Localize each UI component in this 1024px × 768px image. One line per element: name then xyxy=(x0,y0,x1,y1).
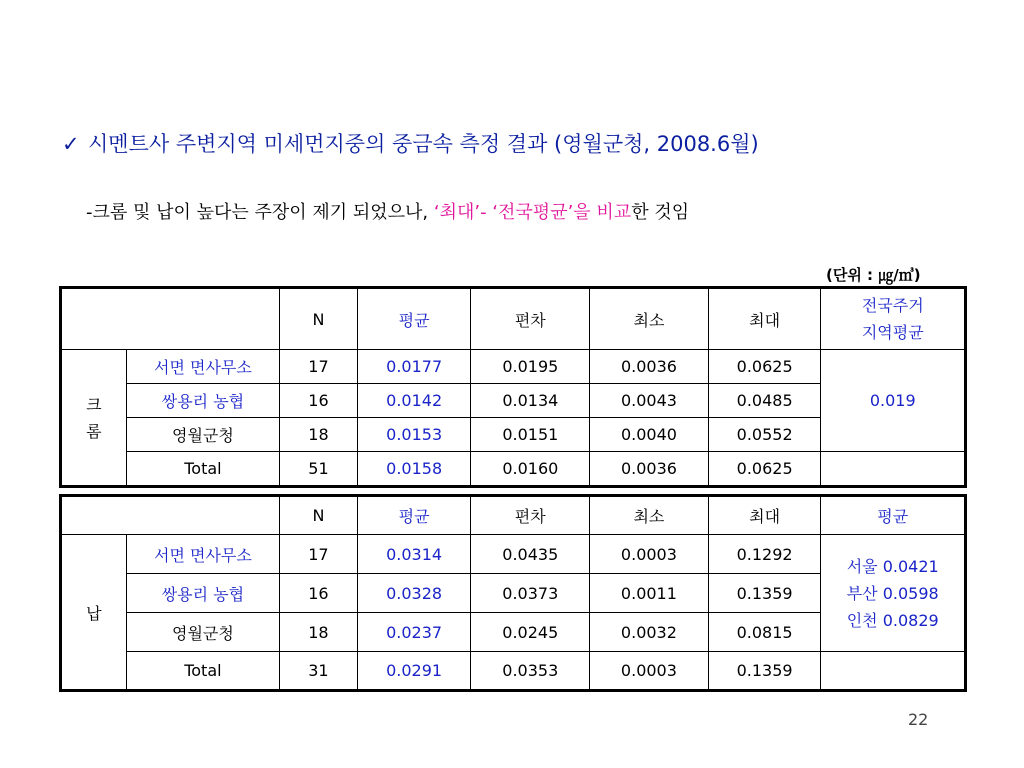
header-max: 최대 xyxy=(708,288,821,350)
mean-cell: 0.0328 xyxy=(357,574,471,613)
mean-cell: 0.0142 xyxy=(357,384,471,418)
slide-title xyxy=(62,128,759,158)
slide-title-text: 시멘트사 주변지역 미세먼지중의 중금속 측정 결과 (영월군청, 2008.6월) xyxy=(88,132,759,156)
group-label-line1: 크 xyxy=(86,394,102,414)
n-cell: 31 xyxy=(280,652,358,691)
unit-label: (단위 : ㎍/㎥) xyxy=(826,266,921,284)
header-ref-line1: 전국주거 xyxy=(861,296,924,315)
header-n: N xyxy=(280,288,358,350)
city-average-busan: 부산 0.0598 xyxy=(846,583,939,603)
header-city-average: 평균 xyxy=(821,496,966,535)
table-row-total xyxy=(61,652,966,691)
table-header-row xyxy=(61,288,966,350)
national-average-value: 0.019 xyxy=(821,350,966,452)
min-cell: 0.0036 xyxy=(590,452,709,487)
city-average-seoul: 서울 0.0421 xyxy=(846,556,939,576)
site-cell: 영월군청 xyxy=(126,418,279,452)
table-row xyxy=(61,535,966,574)
checkmark-icon: ✓ xyxy=(62,132,80,156)
sd-cell: 0.0151 xyxy=(471,418,590,452)
group-label-chromium xyxy=(61,350,127,487)
max-cell: 0.0485 xyxy=(708,384,821,418)
sd-cell: 0.0245 xyxy=(471,613,590,652)
max-cell: 0.1292 xyxy=(708,535,821,574)
group-label-line2: 롬 xyxy=(86,421,102,441)
min-cell: 0.0032 xyxy=(590,613,709,652)
mean-cell: 0.0237 xyxy=(357,613,471,652)
sd-cell: 0.0134 xyxy=(471,384,590,418)
site-cell: 쌍용리 농협 xyxy=(126,574,279,613)
n-cell: 16 xyxy=(280,384,358,418)
subtitle xyxy=(86,198,689,224)
min-cell: 0.0040 xyxy=(590,418,709,452)
sd-cell: 0.0195 xyxy=(471,350,590,384)
header-mean: 평균 xyxy=(357,496,471,535)
site-cell: Total xyxy=(126,452,279,487)
min-cell: 0.0036 xyxy=(590,350,709,384)
n-cell: 17 xyxy=(280,350,358,384)
subtitle-highlight: ‘최대’- ‘전국평균’을 비교 xyxy=(433,202,632,223)
city-average-values xyxy=(821,535,966,652)
header-min: 최소 xyxy=(590,496,709,535)
site-cell: 서면 면사무소 xyxy=(126,350,279,384)
header-min: 최소 xyxy=(590,288,709,350)
header-ref-line2: 지역평균 xyxy=(861,323,924,342)
site-cell: Total xyxy=(126,652,279,691)
max-cell: 0.0625 xyxy=(708,350,821,384)
header-national-average xyxy=(821,288,966,350)
header-mean: 평균 xyxy=(357,288,471,350)
max-cell: 0.0815 xyxy=(708,613,821,652)
sd-cell: 0.0435 xyxy=(471,535,590,574)
table-row xyxy=(61,350,966,384)
site-cell: 영월군청 xyxy=(126,613,279,652)
lead-table xyxy=(59,494,967,692)
header-n: N xyxy=(280,496,358,535)
table-header-row xyxy=(61,496,966,535)
header-sd: 편차 xyxy=(471,288,590,350)
n-cell: 18 xyxy=(280,613,358,652)
sd-cell: 0.0353 xyxy=(471,652,590,691)
min-cell: 0.0003 xyxy=(590,535,709,574)
min-cell: 0.0011 xyxy=(590,574,709,613)
mean-cell: 0.0158 xyxy=(357,452,471,487)
chromium-table xyxy=(59,286,967,488)
n-cell: 17 xyxy=(280,535,358,574)
n-cell: 18 xyxy=(280,418,358,452)
empty-cell xyxy=(821,452,966,487)
max-cell: 0.1359 xyxy=(708,574,821,613)
city-average-incheon: 인천 0.0829 xyxy=(846,610,939,630)
mean-cell: 0.0314 xyxy=(357,535,471,574)
site-cell: 서면 면사무소 xyxy=(126,535,279,574)
max-cell: 0.1359 xyxy=(708,652,821,691)
min-cell: 0.0003 xyxy=(590,652,709,691)
n-cell: 51 xyxy=(280,452,358,487)
max-cell: 0.0625 xyxy=(708,452,821,487)
subtitle-suffix: 한 것임 xyxy=(631,202,690,223)
max-cell: 0.0552 xyxy=(708,418,821,452)
table-row-total xyxy=(61,452,966,487)
page-number: 22 xyxy=(908,710,929,729)
mean-cell: 0.0291 xyxy=(357,652,471,691)
header-max: 최대 xyxy=(708,496,821,535)
min-cell: 0.0043 xyxy=(590,384,709,418)
empty-cell xyxy=(821,652,966,691)
group-label-lead: 납 xyxy=(61,535,127,691)
header-empty-cell xyxy=(61,496,280,535)
mean-cell: 0.0153 xyxy=(357,418,471,452)
mean-cell: 0.0177 xyxy=(357,350,471,384)
header-empty-cell xyxy=(61,288,280,350)
header-sd: 편차 xyxy=(471,496,590,535)
sd-cell: 0.0160 xyxy=(471,452,590,487)
sd-cell: 0.0373 xyxy=(471,574,590,613)
site-cell: 쌍용리 농협 xyxy=(126,384,279,418)
subtitle-prefix: -크롬 및 납이 높다는 주장이 제기 되었으나, xyxy=(86,202,434,223)
n-cell: 16 xyxy=(280,574,358,613)
